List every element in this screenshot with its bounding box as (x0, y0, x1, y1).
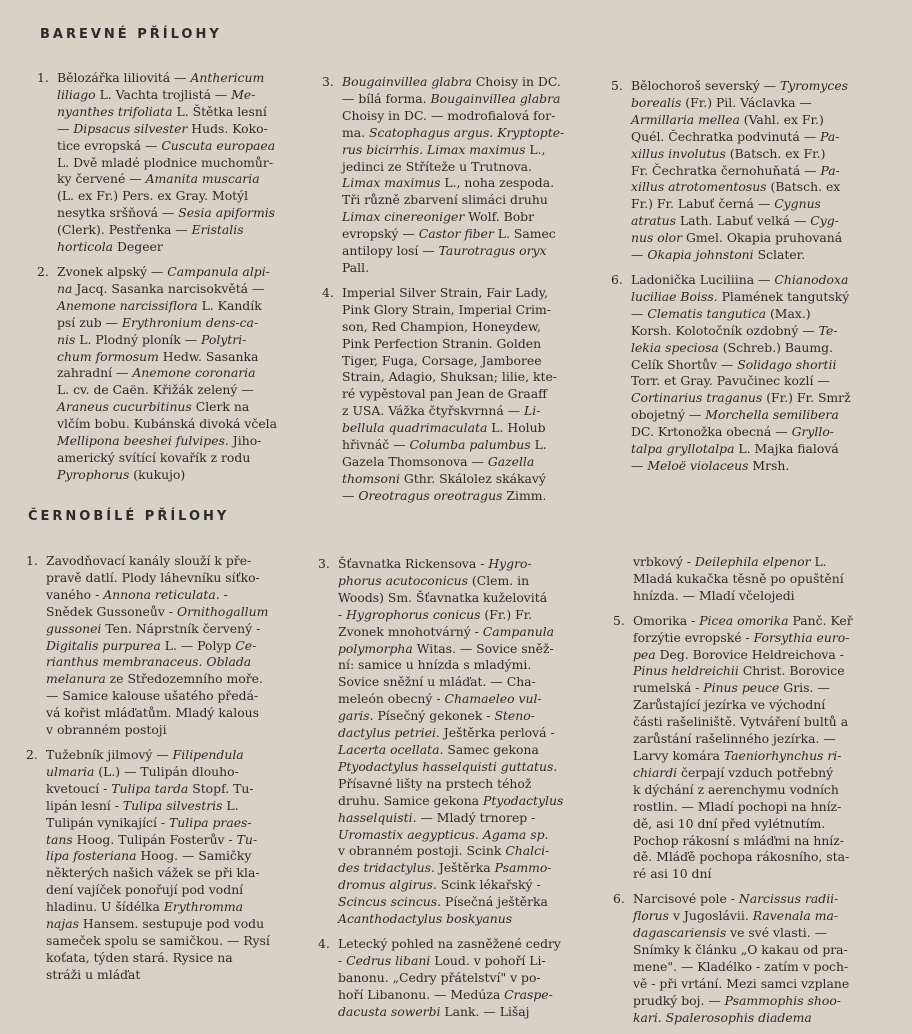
text-line: horticola Degeer (57, 239, 163, 255)
text-line: nus olor Gmel. Okapia pruhovaná (631, 230, 843, 246)
text-line: Imperial Silver Strain, Fair Lady, (342, 284, 549, 300)
text-line: polymorpha Witas. — Sovice sněž- (338, 640, 554, 656)
plate-entry (611, 272, 901, 475)
text-line: Mellipona beeshei fulvipes. Jiho- (57, 433, 262, 449)
text-line: Letecký pohled na zasněžené cedry (338, 935, 561, 951)
color-column-3 (611, 78, 901, 483)
text-line: talpa gryllotalpa L. Majka fialová (631, 441, 839, 457)
text-line: liliago L. Vachta trojlistá — Me- (57, 86, 256, 102)
text-line: Mladá kukačka těsně po opuštění (633, 570, 844, 586)
text-line: Acanthodactylus boskyanus (338, 911, 513, 927)
entry-text (57, 70, 309, 256)
text-line: meleón obecný - Chamaeleo vul- (338, 691, 542, 707)
text-line: Tužebník jilmový — Filipendula (46, 746, 244, 762)
entry-number: 4. (322, 284, 334, 300)
text-line: Digitalis purpurea L. — Polyp Ce- (46, 637, 257, 653)
text-line: antilopy losí — Taurotragus oryx (342, 243, 547, 259)
text-line: kari. Spalerosophis diadema (633, 1009, 812, 1025)
text-line: Pall. (342, 259, 370, 275)
text-line: (L. ex Fr.) Pers. ex Gray. Motýl (57, 188, 249, 204)
text-line: Přísavné lišty na prstech téhož (338, 775, 532, 791)
plate-entry (26, 553, 310, 739)
text-line: ulmaria (L.) — Tulipán dlouho- (46, 763, 239, 779)
text-line: na Jacq. Sasanka narcisokvětá — (57, 280, 265, 296)
text-line: Fr.) Fr. Labuť černá — Cygnus (631, 196, 821, 212)
text-line: Cortinarius traganus (Fr.) Fr. Smrž (631, 390, 851, 406)
text-line: — Dipsacus silvester Huds. Koko- (57, 120, 268, 136)
text-line: Anemone narcissiflora L. Kandík (57, 297, 262, 313)
text-line: Snědek Gussoneův - Ornithogallum (46, 603, 269, 619)
text-line: Limax maximus L., noha zespoda. (342, 175, 555, 191)
entry-text (342, 74, 597, 277)
entry-number: 5. (613, 612, 625, 628)
text-line: Zvonek mnohotvárný - Campanula (338, 623, 555, 639)
text-line: Armillaria mellea (Vahl. ex Fr.) (631, 111, 824, 127)
text-line: vaného - Annona reticulata. - (46, 586, 228, 602)
text-line: najas Hansem. sestupuje pod vodu (46, 916, 265, 932)
entry-text (631, 272, 901, 475)
color-plates-heading: BAREVNÉ PŘÍLOHY (40, 27, 222, 42)
entry-text (342, 285, 597, 505)
text-line: v obranném postoji (46, 722, 167, 738)
text-line: florus v Jugoslávii. Ravenala ma- (633, 908, 839, 924)
text-line: thomsoni Gthr. Skálolez skákavý (342, 470, 546, 486)
text-line: dactylus petriei. Ještěrka perlová - (338, 725, 555, 741)
text-line: lipán lesní - Tulipa silvestris L. (46, 797, 239, 813)
text-line: vě - při vrtání. Mezi samci vzplane (633, 975, 850, 991)
text-line: lipa fosteriana Hoog. — Samičky (46, 848, 252, 864)
text-line: Pink Perfection Stranin. Golden (342, 335, 542, 351)
text-line: Zarůstající jezírka ve východní (633, 697, 826, 713)
text-line: L. Dvě mladé plodnice muchomůr- (57, 154, 274, 170)
text-line: v obranném postoji. Scink Chalci- (338, 843, 550, 859)
text-line: Araneus cucurbitinus Clerk na (57, 399, 250, 415)
text-line: Uromastix aegypticus. Agama sp. (338, 826, 549, 842)
plate-entry (26, 747, 310, 984)
text-line: Zvonek alpský — Campanula alpi- (57, 263, 270, 279)
entry-text (633, 613, 905, 884)
plate-entry (613, 891, 905, 1026)
text-line: hnízda. — Mladí včelojedi (633, 587, 795, 603)
text-line: Lacerta ocellata. Samec gekona (338, 741, 539, 757)
bw-column-3 (613, 554, 905, 1034)
text-line: gussonei Ten. Náprstník červený - (46, 620, 261, 636)
bw-plates-heading: ČERNOBÍLÉ PŘÍLOHY (28, 509, 230, 524)
plate-entry (613, 554, 905, 605)
text-line: Snímky k článku „O kakau od pra- (633, 941, 848, 957)
text-line: luciliae Boiss. Plamének tangutský (631, 288, 850, 304)
entry-number: 1. (26, 553, 38, 568)
text-line: nyanthes trifoliata L. Štětka lesní (57, 103, 267, 119)
text-line: obojetný — Morchella semilibera (631, 407, 839, 423)
text-line: vá kořist mláďatům. Mladý kalous (46, 705, 260, 721)
plate-entry (322, 285, 597, 505)
plate-entry (37, 70, 309, 256)
text-line: části rašeliniště. Vytváření bultů a (633, 714, 849, 730)
text-line: Fr. Čechratka černohuňatá — Pa- (631, 162, 840, 178)
text-line: Quél. Čechratka podvinutá — Pa- (631, 128, 840, 144)
text-line: z USA. Vážka čtyřskvrnná — Li- (342, 403, 541, 419)
text-line: sameček spolu se samičkou. — Rysí (46, 932, 270, 948)
entry-text (46, 747, 310, 984)
text-line: Pyrophorus (kukujo) (57, 466, 186, 482)
text-line: Ptyodactylus hasselquisti guttatus. (338, 758, 558, 774)
text-line: kvetoucí - Tulipa tarda Stopf. Tu- (46, 780, 254, 796)
text-line: - Cedrus libani Loud. v pohoří Li- (338, 952, 546, 968)
text-line: Omorika - Picea omorika Panč. Keř (633, 612, 853, 628)
color-column-1 (37, 70, 309, 492)
text-line: k dýchání z aerenchymu vodních (633, 781, 839, 797)
bw-column-2 (318, 556, 608, 1028)
text-line: chum formosum Hedw. Sasanka (57, 348, 259, 364)
text-line: xillus atrotomentosus (Batsch. ex (631, 179, 841, 195)
text-line: Pink Glory Strain, Imperial Crim- (342, 301, 551, 317)
text-line: Tulipán vynikající - Tulipa praes- (46, 814, 252, 830)
text-line: nesytka sršňová — Sesia apiformis (57, 205, 276, 221)
bw-column-1 (26, 553, 310, 992)
text-line: rianthus membranaceus. Oblada (46, 654, 252, 670)
text-line: bellula quadrimaculata L. Holub (342, 420, 546, 436)
text-line: L. cv. de Caën. Křižák zelený — (57, 382, 254, 398)
text-line: - Hygrophorus conicus (Fr.) Fr. (338, 606, 533, 622)
entry-text (338, 936, 608, 1021)
text-line: Zavodňovací kanály slouží k pře- (46, 553, 252, 568)
text-line: chiardi čerpají vzduch potřebný (633, 764, 834, 780)
plate-entry (318, 556, 608, 928)
text-line: pravě datlí. Plody láhevníku síťko- (46, 569, 260, 585)
text-line: phorus acutoconicus (Clem. in (338, 572, 530, 588)
entry-text (633, 891, 905, 1026)
text-line: zahradní — Anemone coronaria (57, 365, 256, 381)
text-line: vlčím bobu. Kubánská divoká včela (57, 416, 278, 432)
text-line: koťata, týden stará. Rysice na (46, 949, 233, 965)
color-column-2 (322, 74, 597, 513)
plate-entry (613, 613, 905, 884)
text-line: borealis (Fr.) Pil. Václavka — (631, 94, 812, 110)
entry-number: 6. (613, 891, 625, 907)
text-line: mene". — Kladélko - zatím v poch- (633, 958, 849, 974)
text-line: rostlin. — Mladí pochopi na hníz- (633, 798, 842, 814)
text-line: — Oreotragus oreotragus Zimm. (342, 487, 547, 503)
text-line: druhu. Samice gekona Ptyodactylus (338, 792, 564, 808)
text-line: Gazela Thomsonova — Gazella (342, 453, 535, 469)
text-line: DC. Krtonožka obecná — Gryllo- (631, 424, 834, 440)
text-line: — Okapia johnstoni Sclater. (631, 247, 806, 263)
entry-text (633, 554, 905, 605)
text-line: některých našich vážek se při kla- (46, 865, 260, 881)
text-line: des tridactylus. Ještěrka Psammo- (338, 860, 552, 876)
text-line: jedinci ze Stříteže u Trutnova. (342, 158, 532, 174)
entry-number: 2. (37, 263, 49, 279)
text-line: rumelská - Pinus peuce Gris. — (633, 680, 830, 696)
entry-number: 6. (611, 271, 623, 287)
entry-text (46, 553, 310, 739)
text-line: dagascariensis ve své vlasti. — (633, 925, 827, 941)
text-line: tice evropská — Cuscuta europaea (57, 137, 276, 153)
text-line: — bílá forma. Bougainvillea glabra (342, 90, 561, 106)
text-line: Woods) Sm. Šťavnatka kuželovitá (338, 589, 548, 605)
text-line: Šťavnatka Rickensova - Hygro- (338, 556, 532, 571)
text-line: — Samice kalouse ušatého předá- (46, 688, 259, 704)
text-line: dě, asi 10 dní před vylétnutím. (633, 815, 826, 831)
text-line: hladinu. U šídélka Erythromma (46, 899, 244, 915)
text-line: Choisy in DC. — modrofialová for- (342, 107, 556, 123)
text-line: atratus Lath. Labuť velká — Cyg- (631, 213, 839, 229)
text-line: Torr. et Gray. Pavučinec kozlí — (631, 373, 830, 389)
text-line: Bělozářka liliovitá — Anthericum (57, 70, 265, 85)
text-line: Scincus scincus. Písečná ještěrka (338, 894, 548, 910)
text-line: ní: samice u hnízda s mladými. (338, 657, 532, 673)
plate-entry (322, 74, 597, 277)
text-line: Sovice sněžní u mláďat. — Cha- (338, 674, 536, 690)
text-line: zarůstání rašelinného jezírka. — (633, 731, 836, 747)
text-line: psí zub — Erythronium dens-ca- (57, 314, 259, 330)
text-line: Celík Shortův — Solidago shortii (631, 356, 837, 372)
text-line: — Clematis tangutica (Max.) (631, 305, 811, 321)
text-line: ré asi 10 dní (633, 866, 712, 882)
text-line: tans Hoog. Tulipán Fosterův - Tu- (46, 831, 258, 847)
text-line: ky červené — Amanita muscaria (57, 171, 260, 187)
text-line: dě. Mláďě pochopa rákosního, sta- (633, 849, 850, 865)
text-line: hasselquisti. — Mladý trnorep - (338, 809, 536, 825)
text-line: Tři různě zbarvení slimáci druhu (342, 192, 548, 208)
text-line: Pochop rákosní s mláďmi na hníz- (633, 832, 844, 848)
text-line: banonu. „Cedry přátelství" v po- (338, 969, 541, 985)
plate-entry (37, 264, 309, 484)
text-line: hřivnáč — Columba palumbus L. (342, 437, 547, 453)
entry-number: 4. (318, 935, 330, 951)
text-line: americký svítící kovařík z rodu (57, 449, 251, 465)
text-line: stráži u mláďat (46, 966, 141, 982)
entry-number: 3. (322, 74, 334, 89)
entry-text (631, 78, 901, 264)
text-line: Ladonička Luciliina — Chianodoxa (631, 271, 849, 287)
text-line: garis. Písečný gekonek - Steno- (338, 708, 535, 724)
entry-text (338, 556, 608, 928)
text-line: Bělochoroš severský — Tyromyces (631, 78, 849, 93)
text-line: melanura ze Středozemního moře. (46, 671, 263, 687)
text-line: Limax cinereoniger Wolf. Bobr (342, 209, 535, 225)
text-line: Korsh. Kolotočník ozdobný — Te- (631, 322, 838, 338)
text-line: xillus involutus (Batsch. ex Fr.) (631, 145, 826, 161)
entry-text (57, 264, 309, 484)
text-line: Pinus heldreichii Christ. Borovice (633, 663, 845, 679)
text-line: dacusta sowerbi Lank. — Lišaj (338, 1003, 530, 1019)
text-line: pea Deg. Borovice Heldreichova - (633, 646, 844, 662)
text-line: nis L. Plodný ploník — Polytri- (57, 331, 247, 347)
text-line: Narcisové pole - Narcissus radii- (633, 891, 839, 907)
entry-number: 1. (37, 70, 49, 85)
text-line: Larvy komára Taeniorhynchus ri- (633, 747, 842, 763)
plate-entry (318, 936, 608, 1021)
text-line: dení vajíček ponořují pod vodní (46, 882, 244, 898)
text-line: son, Red Champion, Honeydew, (342, 318, 541, 334)
text-line: — Meloë violaceus Mrsh. (631, 457, 790, 473)
text-line: ré vypěstoval pan Jean de Graaff (342, 386, 547, 402)
text-line: lekia speciosa (Schreb.) Baumg. (631, 339, 833, 355)
text-line: Bougainvillea glabra Choisy in DC. (342, 74, 561, 89)
text-line: vrbkový - Deilephila elpenor L. (633, 554, 827, 569)
text-line: rus bicirrhis. Limax maximus L., (342, 141, 546, 157)
text-line: prudký boj. — Psammophis shoo- (633, 992, 841, 1008)
entry-number: 2. (26, 746, 38, 762)
text-line: Tiger, Fuga, Corsage, Jamboree (342, 352, 542, 368)
text-line: ma. Scatophagus argus. Kryptopte- (342, 124, 565, 140)
plate-entry (611, 78, 901, 264)
text-line: hoří Libanonu. — Medúza Craspe- (338, 986, 553, 1002)
text-line: (Clerk). Pestřenka — Eristalis (57, 222, 244, 238)
text-line: Strain, Adagio, Shuksan; lilie, kte- (342, 369, 557, 385)
text-line: evropský — Castor fiber L. Samec (342, 226, 556, 242)
entry-number: 5. (611, 78, 623, 93)
text-line: forzýtie evropské - Forsythia euro- (633, 629, 850, 645)
entry-number: 3. (318, 556, 330, 571)
text-line: dromus algirus. Scink lékařský - (338, 877, 541, 893)
